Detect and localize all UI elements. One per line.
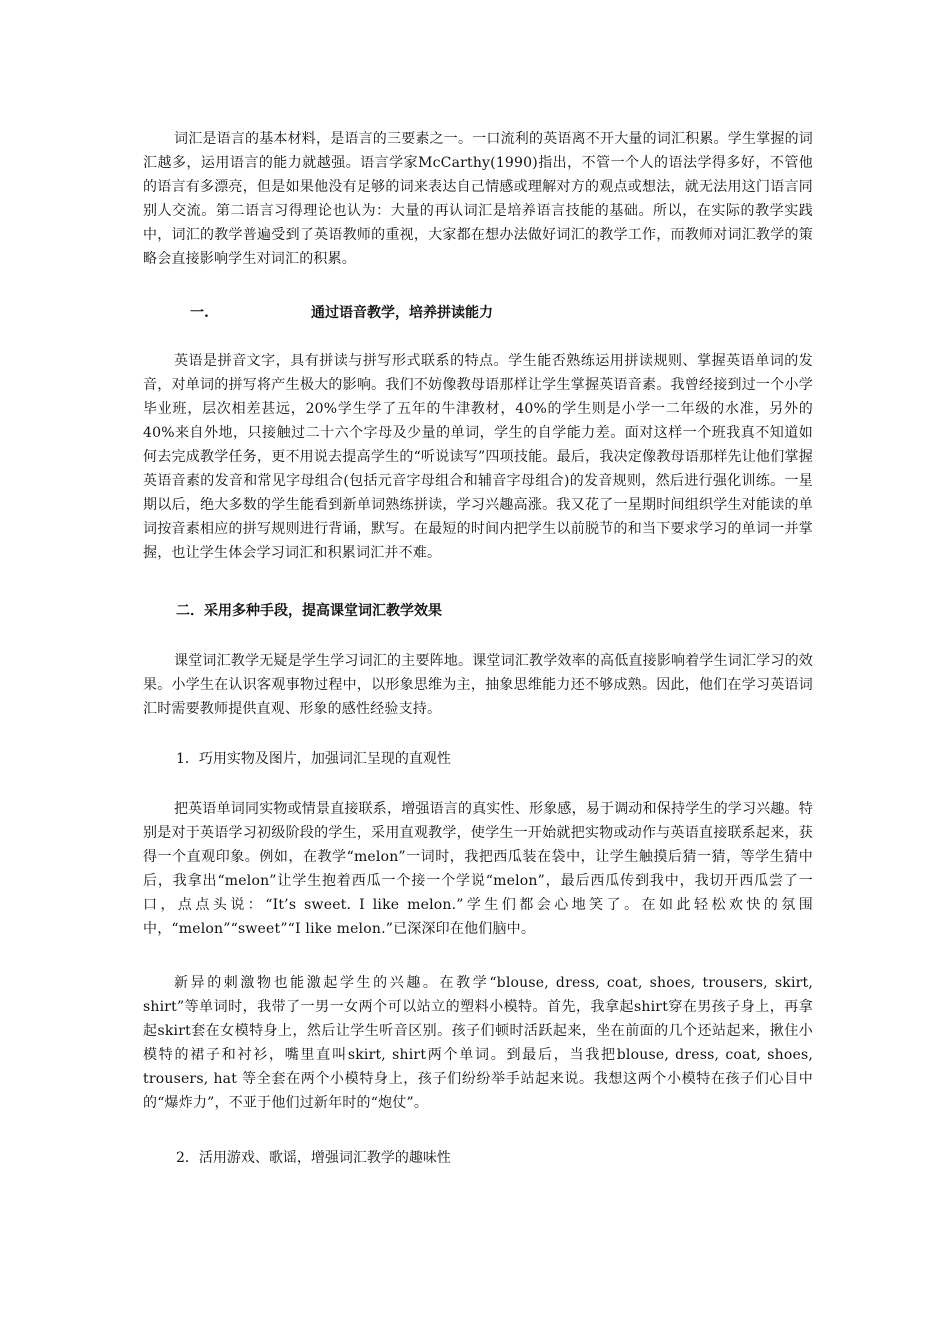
subsection-2-heading: 2．活用游戏、歌谣，增强词汇教学的趣味性	[176, 1150, 451, 1166]
intro-paragraph: 词汇是语言的基本材料，是语言的三要素之一。一口流利的英语离不开大量的词汇积累。学生掌握的词汇越多，运用语言的能力就越强。语言学家McCarthy(1990)指出，不管一个人的语法学得多好，不管他的语言有多漂亮，但是如果他没有足够的词来表达自己情感或理解对方的观点或想法，就无法用这门语言同别人交流。第二语言习得理论也认为：大量的再认词汇是培养语言技能的基础。所以，在实际的教学实践中，词汇的教学普遍受到了英语教师的重视，大家都在想办法做好词汇的教学工作，而教师对词汇教学的策略会直接影响学生对词汇的积累。	[143, 131, 813, 267]
section-1-number: 一.	[190, 305, 209, 321]
subsection-1-paragraph-1: 把英语单词同实物或情景直接联系，增强语言的真实性、形象感，易于调动和保持学生的学习兴趣。特别是对于英语学习初级阶段的学生，采用直观教学，使学生一开始就把实物或动作与英语直接联系起来，获得一个直观印象。例如，在教学“melon”一词时，我把西瓜装在袋中，让学生触摸后猜一猜，等学生猜中后，我拿出“melon”让学生抱着西瓜一个接一个学说“melon”，最后西瓜传到我中，我切开西瓜尝了一口，点点头说：“It’s sweet. I like melon.”学生们都会心地笑了。在如此轻松欢快的氛围中，“melon”“sweet”“I like melon.”已深深印在他们脑中。	[143, 801, 813, 937]
section-2-paragraph: 课堂词汇教学无疑是学生学习词汇的主要阵地。课堂词汇教学效率的高低直接影响着学生词汇学习的效果。小学生在认识客观事物过程中，以形象思维为主，抽象思维能力还不够成熟。因此，他们在学习英语词汇时需要教师提供直观、形象的感性经验支持。	[143, 653, 813, 717]
section-1-heading: 通过语音教学，培养拼读能力	[311, 305, 493, 321]
subsection-1-paragraph-2: 新异的刺激物也能激起学生的兴趣。在教学“blouse, dress, coat, shoes, trousers, skirt, shirt”等单词时，我带了一男一女两个可以站立的塑料小模特。首先，我拿起shirt穿在男孩子身上，再拿起skirt套在女模特身上，然后让学生听音区别。孩子们顿时活跃起来，坐在前面的几个还站起来，揪住小模特的裙子和衬衫，嘴里直叫skirt, shirt两个单词。到最后，当我把blouse, dress, coat, shoes, trousers, hat 等全套在两个小模特身上，孩子们纷纷举手站起来说。我想这两个小模特在孩子们心目中的“爆炸力”，不亚于他们过新年时的“炮仗”。	[143, 975, 813, 1111]
section-1-paragraph: 英语是拼音文字，具有拼读与拼写形式联系的特点。学生能否熟练运用拼读规则、掌握英语单词的发音，对单词的拼写将产生极大的影响。我们不妨像教母语那样让学生掌握英语音素。我曾经接到过一个小学毕业班，层次相差甚远，20%学生学了五年的牛津教材，40%的学生则是小学一二年级的水准，另外的40%来自外地，只接触过二十六个字母及少量的单词，学生的自学能力差。面对这样一个班我真不知道如何去完成教学任务，更不用说去提高学生的“听说读写”四项技能。最后，我决定像教母语那样先让他们掌握英语音素的发音和常见字母组合(包括元音字母组合和辅音字母组合)的发音规则，然后进行强化训练。一星期以后，绝大多数的学生能看到新单词熟练拼读，学习兴趣高涨。我又花了一星期时间组织学生对能读的单词按音素相应的拼写规则进行背诵，默写。在最短的时间内把学生以前脱节的和当下要求学习的单词一并掌握，也让学生体会学习词汇和积累词汇并不难。	[143, 353, 813, 561]
subsection-1-heading: 1．巧用实物及图片，加强词汇呈现的直观性	[176, 751, 451, 767]
section-2-heading: 二．采用多种手段，提高课堂词汇教学效果	[176, 603, 442, 619]
